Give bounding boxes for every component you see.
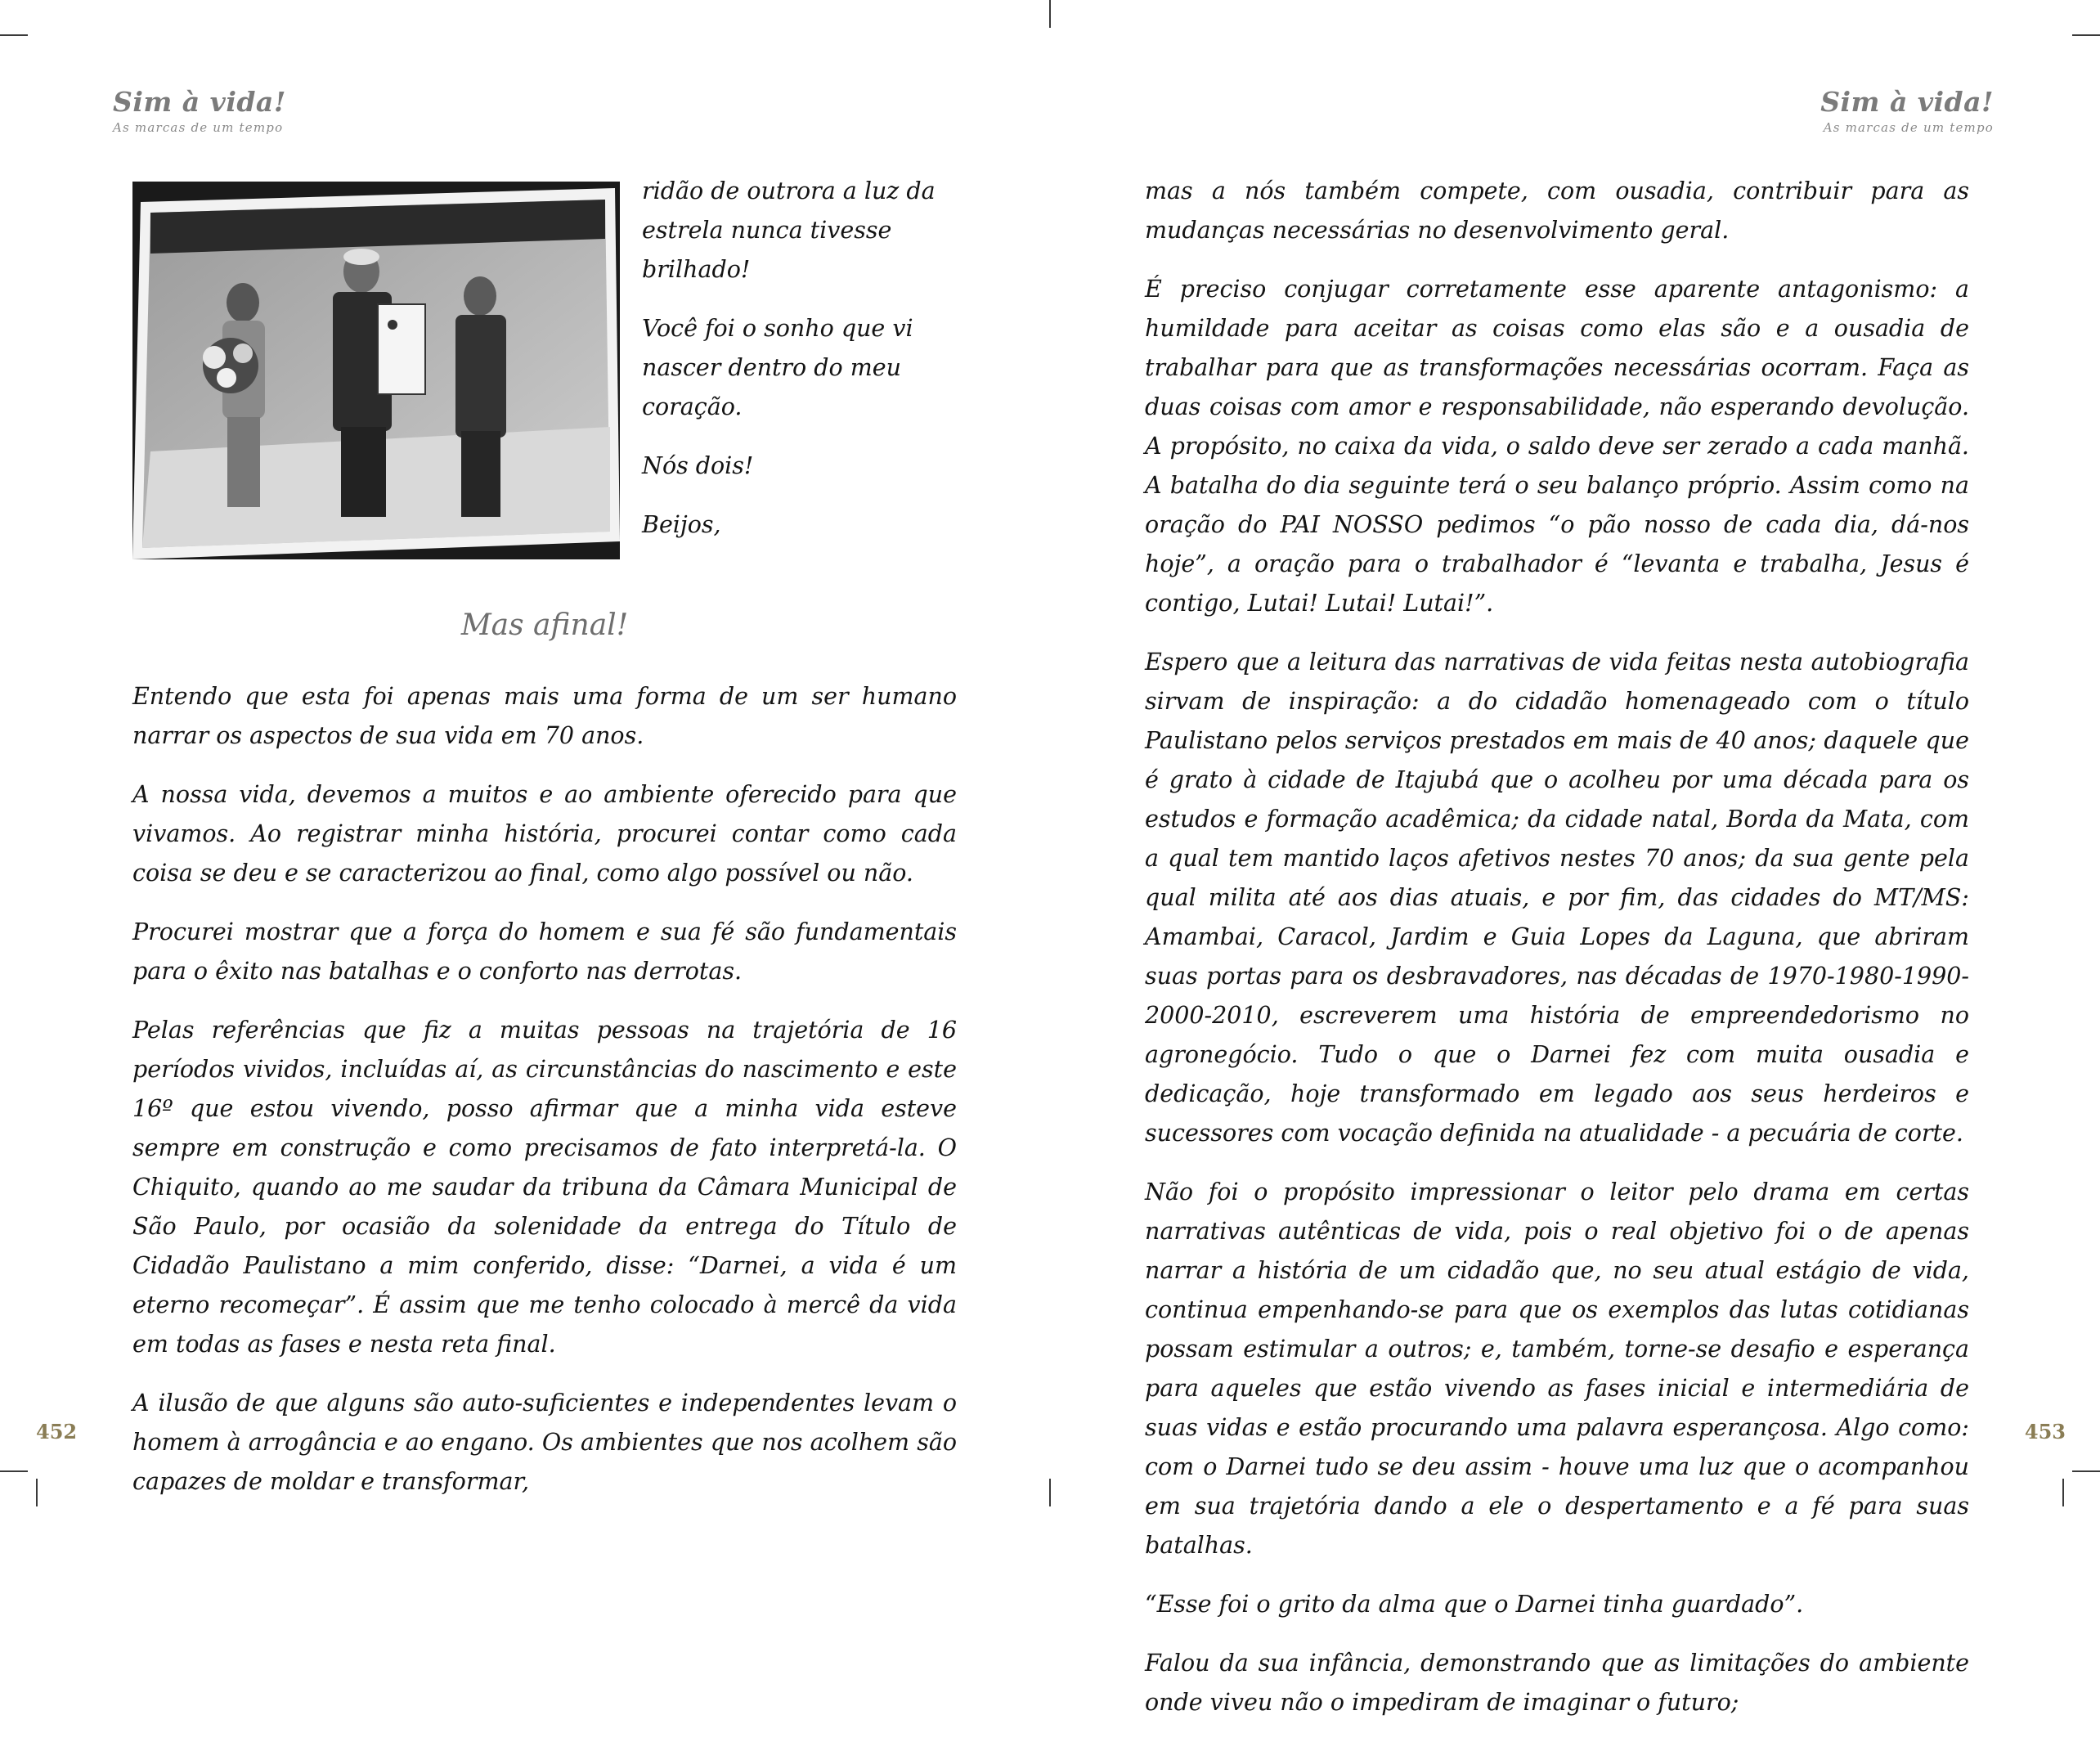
- body-paragraph: Entendo que esta foi apenas mais uma forma de um ser humano narrar os aspectos de sua vida em 70 anos.: [132, 683, 957, 749]
- running-header: [1820, 88, 1994, 135]
- side-text: [642, 172, 969, 564]
- left-page: [0, 0, 1050, 1506]
- right-body: [1145, 172, 1969, 1742]
- side-paragraph: Beijos,: [642, 511, 721, 538]
- side-paragraph: ridão de outrora a luz da estrela nunca tivesse brilhado!: [642, 177, 936, 283]
- body-paragraph: mas a nós também compete, com ousadia, contribuir para as mudanças necessárias no desenvolvimento geral.: [1145, 177, 1969, 244]
- body-paragraph: A nossa vida, devemos a muitos e ao ambiente oferecido para que vivamos. Ao registrar minha história, procurei contar como cada coisa se deu e se caracterizou ao final, como algo possível ou não.: [132, 781, 957, 887]
- side-paragraph: Nós dois!: [642, 452, 754, 479]
- book-subtitle: As marcas de um tempo: [113, 120, 284, 135]
- section-title: Mas afinal!: [460, 608, 629, 642]
- running-header: [113, 88, 286, 135]
- body-paragraph: “Esse foi o grito da alma que o Darnei tinha guardado”.: [1145, 1591, 1804, 1618]
- body-paragraph: Espero que a leitura das narrativas de vida feitas nesta autobiografia sirvam de inspiração: a do cidadão homenageado com o título Paulistano pelos serviços prestados em mais de 40 anos; daquele que é grato à cidade de Itajubá que o acolheu por uma década para os estudos e formação acadêmica; da cidade natal, Borda da Mata, com a qual tem mantido laços afetivos nestes 70 anos; da sua gente pela qual milita até aos dias atuais, e por fim, das cidades do MT/MS: Amambai, Caracol, Jardim e Guia Lopes da Laguna, que abriram suas portas para os desbravadores, nas décadas de 1970-1980-1990-2000-2010, escreverem uma história de empreendedorismo no agronegócio. Tudo o que o Darnei fez com muita ousadia e dedicação, hoje transformado em legado aos seus herdeiros e sucessores com vocação definida na atualidade - a pecuária de corte.: [1145, 649, 1969, 1147]
- body-paragraph: Procurei mostrar que a força do homem e sua fé são fundamentais para o êxito nas batalhas e o conforto nas derrotas.: [132, 918, 957, 985]
- page-number: 453: [2024, 1420, 2066, 1443]
- left-body: [132, 677, 957, 1521]
- body-paragraph: É preciso conjugar corretamente esse aparente antagonismo: a humildade para aceitar as coisas como elas são e a ousadia de trabalhar para que as transformações necessárias ocorram. Faça as duas coisas com amor e responsabilidade, não esperando devolução. A propósito, no caixa da vida, o saldo deve ser zerado a cada manhã. A batalha do dia seguinte terá o seu balanço próprio. Assim como na oração do PAI NOSSO pedimos “o pão nosso de cada dia, dá-nos hoje”, a oração para o trabalhador é “levanta e trabalha, Jesus é contigo, Lutai! Lutai! Lutai!”.: [1145, 276, 1969, 617]
- ceremony-photo-image: [132, 182, 620, 559]
- side-paragraph: Você foi o sonho que vi nascer dentro do meu coração.: [642, 315, 913, 420]
- body-paragraph: A ilusão de que alguns são auto-suficientes e independentes levam o homem à arrogância e ao engano. Os ambientes que nos acolhem são capazes de moldar e transformar,: [132, 1390, 957, 1495]
- body-paragraph: Falou da sua infância, demonstrando que as limitações do ambiente onde viveu não o impediram de imaginar o futuro;: [1145, 1650, 1969, 1716]
- right-page: [1050, 0, 2100, 1716]
- page-number: 452: [36, 1420, 78, 1443]
- book-title: Sim à vida!: [113, 86, 286, 118]
- body-paragraph: Não foi o propósito impressionar o leitor pelo drama em certas narrativas autênticas de vida, pois o real objetivo foi o de apenas narrar a história de um cidadão que, no seu atual estágio de vida, continua empenhando-se para que os exemplos das lutas cotidianas possam estimular a outros; e, também, torne-se desafio e esperança para aqueles que estão vivendo as fases inicial e intermediária de suas vidas e estão procurando uma palavra esperançosa. Algo como: com o Darnei tudo se deu assim - houve uma luz que o acompanhou em sua trajetória dando a ele o despertamento e a fé para suas batalhas.: [1145, 1179, 1969, 1559]
- book-title: Sim à vida!: [1820, 86, 1994, 118]
- body-paragraph: Pelas referências que fiz a muitas pessoas na trajetória de 16 períodos vividos, incluídas aí, as circunstâncias do nascimento e este 16º que estou vivendo, posso afirmar que a minha vida esteve sempre em construção e como precisamos de fato interpretá-la. O Chiquito, quando ao me saudar da tribuna da Câmara Municipal de São Paulo, por ocasião da solenidade da entrega do Título de Cidadão Paulistano a mim conferido, disse: “Darnei, a vida é um eterno recomeçar”. É assim que me tenho colocado à mercê da vida em todas as fases e nesta reta final.: [132, 1017, 957, 1358]
- book-subtitle: As marcas de um tempo: [1823, 120, 1994, 135]
- ceremony-photo: [132, 182, 620, 559]
